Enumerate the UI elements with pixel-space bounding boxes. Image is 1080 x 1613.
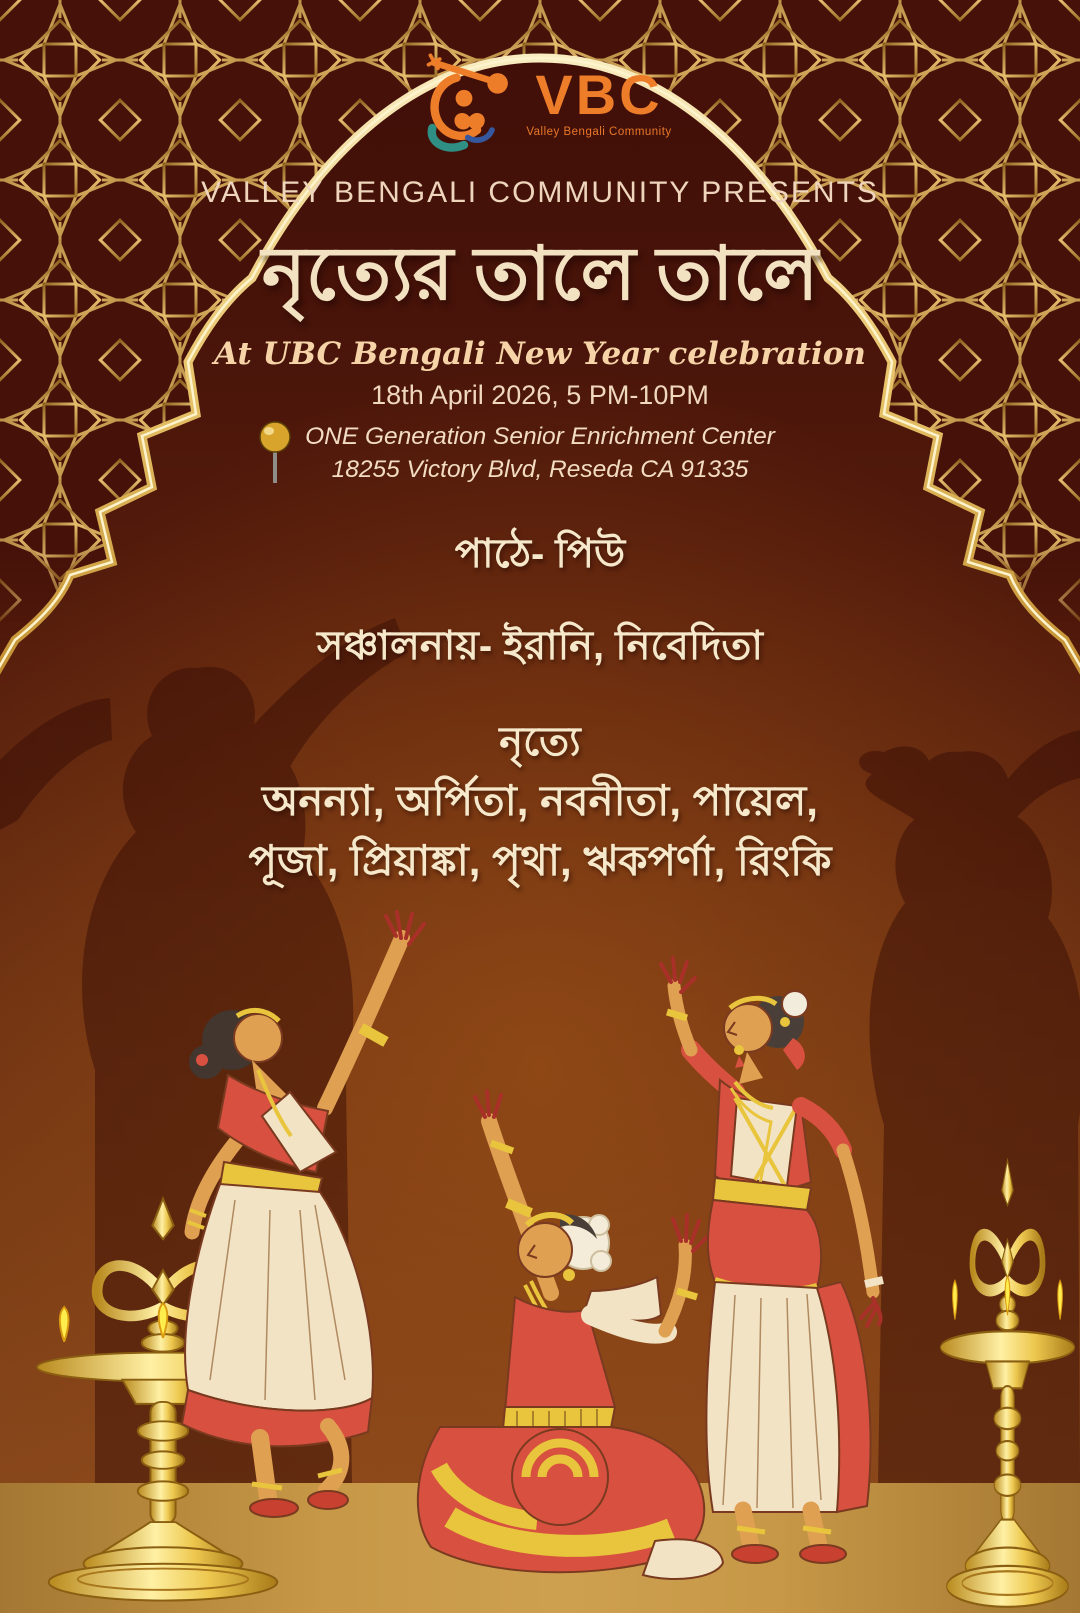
logo-subtitle: Valley Bengali Community bbox=[526, 125, 672, 138]
dancer-names-line2: পূজা, প্রিয়াঙ্কা, পৃথা, ঋকপর্ণা, রিংকি bbox=[248, 837, 832, 884]
dancer-right-illustration bbox=[635, 950, 935, 1570]
event-datetime: 18th April 2026, 5 PM-10PM bbox=[371, 380, 709, 410]
venue-name: ONE Generation Senior Enrichment Center bbox=[305, 423, 775, 450]
dance-heading: নৃত্যে bbox=[499, 720, 581, 764]
narration-line: পাঠে- পিউ bbox=[454, 532, 626, 576]
event-tagline: At UBC Bengali New Year celebration bbox=[214, 336, 866, 372]
event-title-bengali: নৃত্যের তালে তালে bbox=[261, 232, 819, 315]
hosts-line: সঞ্চালনায়- ইরানি, নিবেদিতা bbox=[317, 624, 763, 668]
vbc-logo bbox=[0, 46, 1080, 158]
logo-wordmark: VBC bbox=[535, 62, 663, 126]
dancer-names-line1: অনন্যা, অর্পিতা, নবনীতা, পায়েল, bbox=[262, 777, 818, 824]
oil-lamp-right bbox=[925, 1158, 1080, 1610]
presents-line: VALLEY BENGALI COMMUNITY PRESENTS bbox=[201, 176, 879, 209]
vbc-logo-mark-icon bbox=[408, 46, 520, 158]
venue-block bbox=[0, 420, 1080, 486]
venue-address: 18255 Victory Blvd, Reseda CA 91335 bbox=[331, 456, 749, 483]
